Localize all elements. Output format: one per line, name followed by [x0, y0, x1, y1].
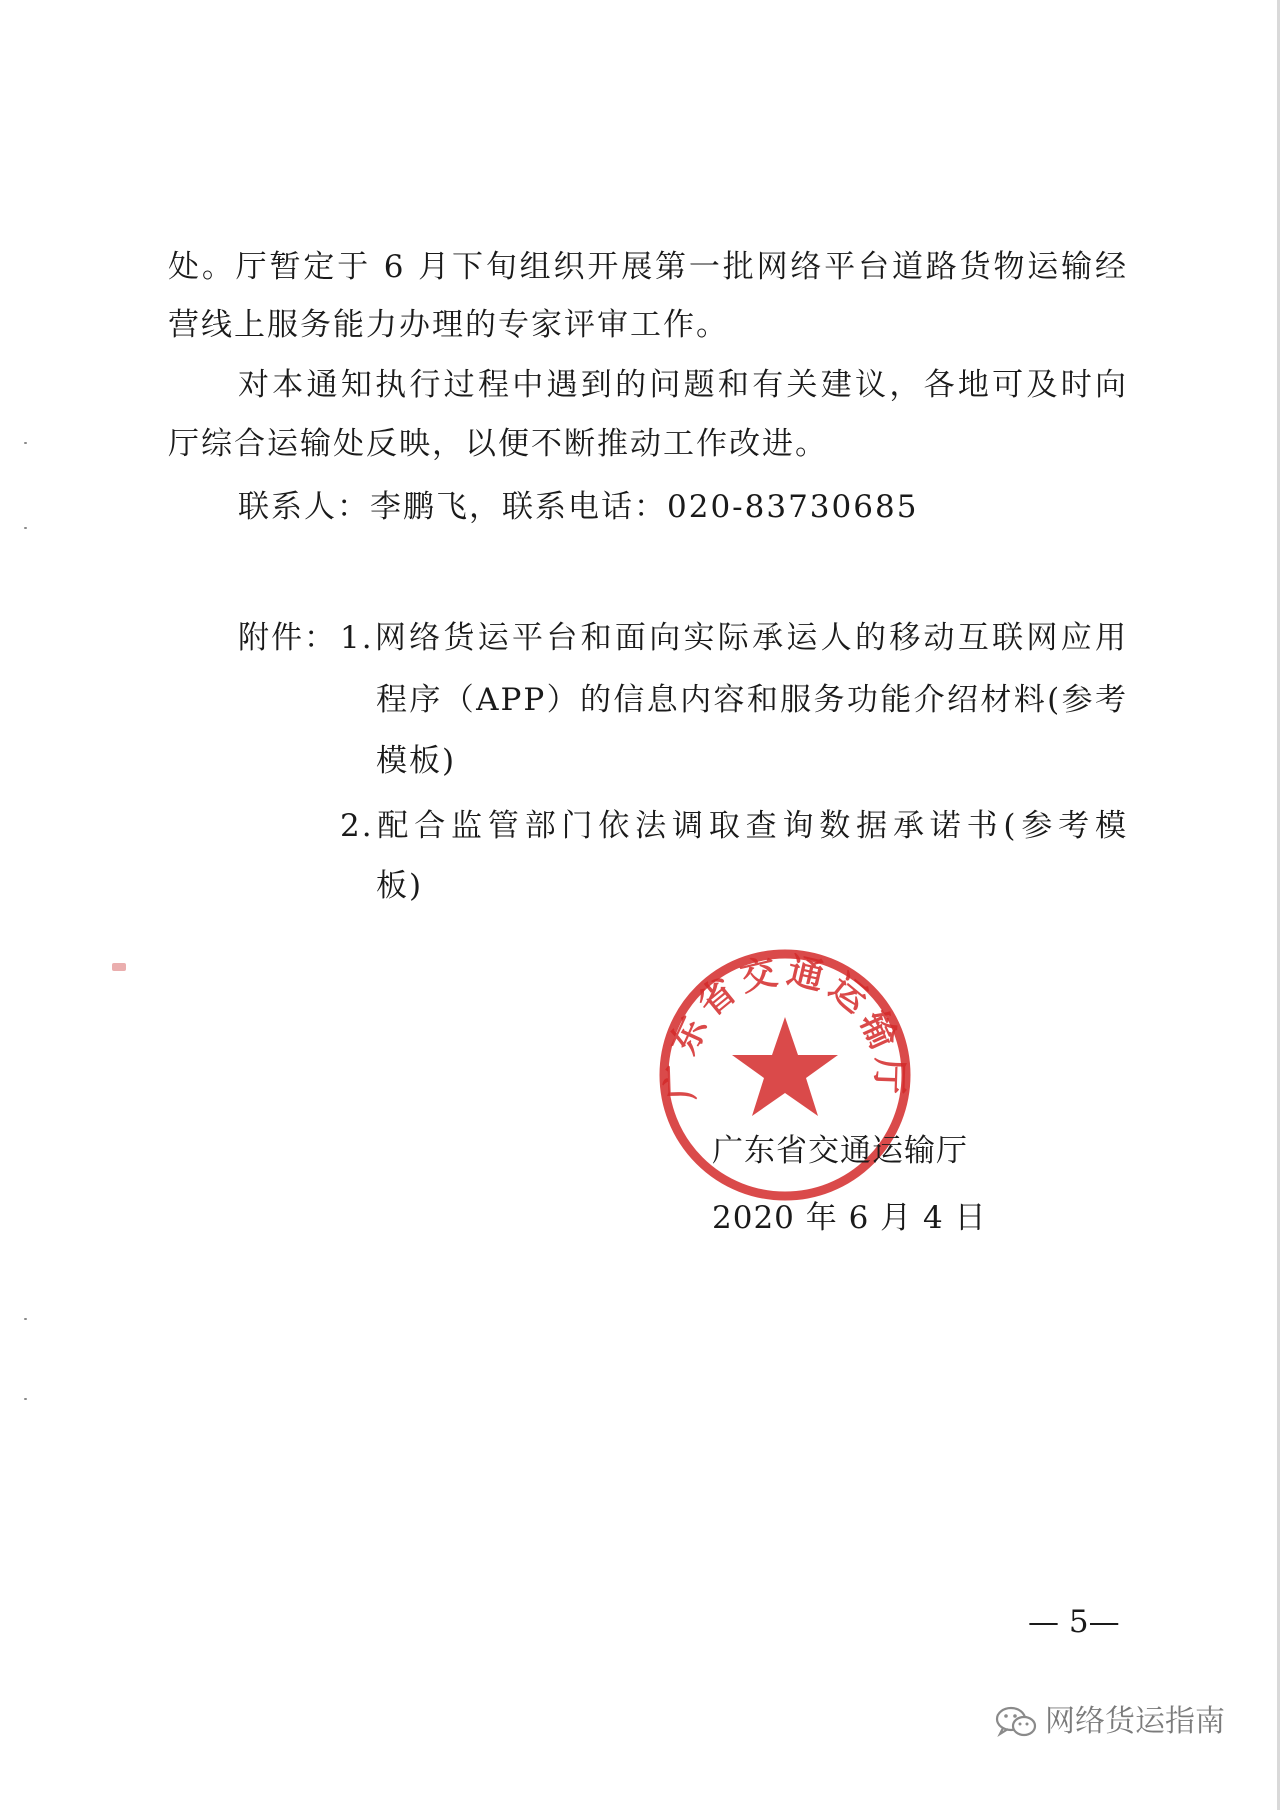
red-ink-mark: [112, 963, 126, 971]
watermark-text: 网络货运指南: [1045, 1704, 1225, 1739]
contact-line: 联系人：李鹏飞，联系电话：020-83730685: [238, 489, 919, 525]
attachments-label: 附件：: [238, 620, 337, 656]
attachment-item2-line1: 2.配合监管部门依法调取查询数据承诺书(参考模: [340, 808, 1128, 844]
attachment-item1-line3: 模板): [376, 743, 457, 779]
body-paragraph1-line2: 营线上服务能力办理的专家评审工作。: [168, 307, 729, 343]
scan-dot: [24, 527, 27, 529]
watermark: [995, 1702, 1225, 1742]
attachment-item1-line1: 1.网络货运平台和面向实际承运人的移动互联网应用: [340, 620, 1128, 656]
body-paragraph1-line1: 处。厅暂定于 6 月下旬组织开展第一批网络平台道路货物运输经: [168, 249, 1128, 285]
issuer-name: 广东省交通运输厅: [712, 1133, 968, 1169]
svg-text:广东省交通运输厅: 广东省交通运输厅: [659, 949, 911, 1101]
attachment-item1-line2: 程序（APP）的信息内容和服务功能介绍材料(参考: [376, 682, 1128, 718]
attachment-item2-line2: 板): [376, 868, 424, 904]
scan-dot: [24, 1318, 27, 1320]
scan-dot: [24, 442, 27, 444]
body-paragraph2-line1: 对本通知执行过程中遇到的问题和有关建议，各地可及时向: [238, 367, 1128, 403]
page-number: — 5—: [1028, 1604, 1120, 1640]
body-paragraph2-line2: 厅综合运输处反映，以便不断推动工作改进。: [168, 426, 828, 462]
wechat-icon: [995, 1705, 1037, 1739]
scan-dot: [24, 1398, 27, 1400]
issue-date: 2020 年 6 月 4 日: [712, 1200, 987, 1236]
